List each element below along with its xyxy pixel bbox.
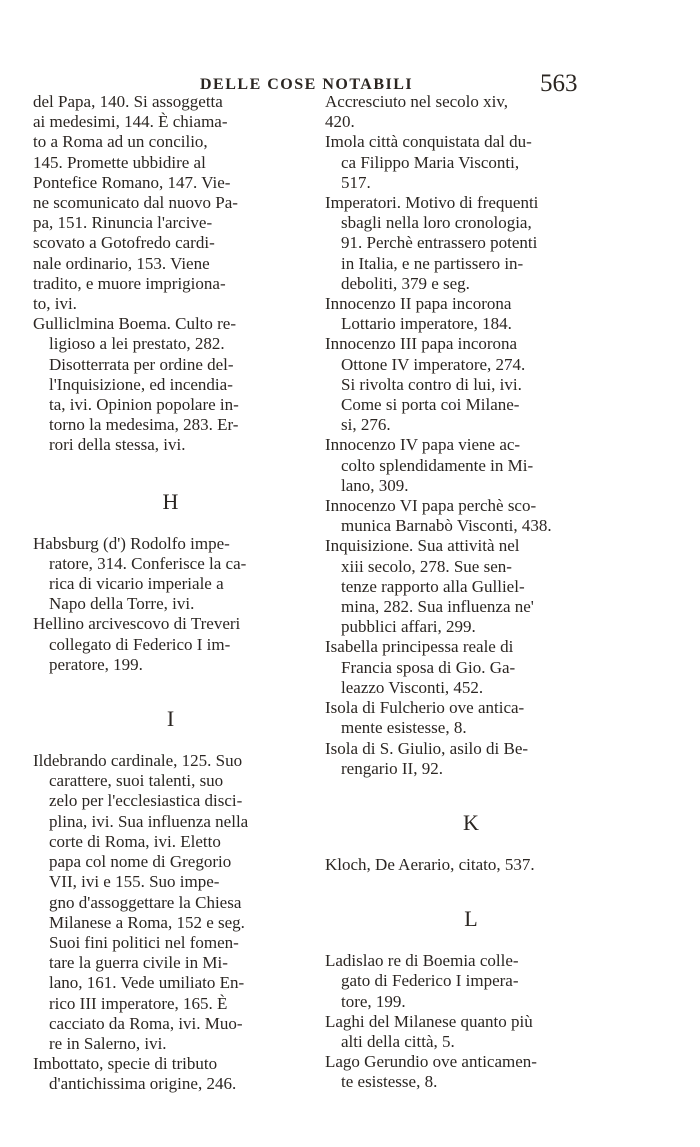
entry-line: Accresciuto nel secolo xiv, bbox=[325, 92, 508, 111]
index-entry bbox=[325, 132, 617, 193]
entry-line: Isola di Fulcherio ove antica- bbox=[325, 698, 525, 718]
index-entry bbox=[325, 334, 617, 435]
entry-line: Ladislao re di Boemia colle- bbox=[325, 951, 519, 971]
entry-line: Ildebrando cardinale, 125. Suo bbox=[33, 751, 243, 771]
entry-line: torno la medesima, 283. Er- bbox=[49, 415, 239, 435]
entry-line: Lago Gerundio ove anticamen- bbox=[325, 1052, 537, 1072]
entry-line: ai medesimi, 144. È chiama- bbox=[33, 112, 228, 132]
index-entry bbox=[325, 193, 617, 294]
entry-line: collegato di Federico I im- bbox=[49, 634, 231, 654]
entry-line: lano, 309. bbox=[341, 475, 409, 495]
entry-line: Suoi fini politici nel fomen- bbox=[49, 932, 239, 952]
index-entry bbox=[33, 314, 308, 455]
entry-line: ca Filippo Maria Visconti, bbox=[341, 152, 520, 172]
entry-line: pa, 151. Rinuncia l'arcive- bbox=[33, 213, 213, 233]
left-column bbox=[33, 92, 308, 1095]
entry-line: tore, 199. bbox=[341, 991, 406, 1011]
entry-line: xiii secolo, 278. Sue sen- bbox=[341, 556, 512, 576]
entry-line: ta, ivi. Opinion popolare in- bbox=[49, 395, 239, 415]
entry-line: scovato a Gotofredo cardi- bbox=[33, 233, 215, 253]
entry-line: nale ordinario, 153. Viene bbox=[33, 253, 210, 273]
entry-line: 91. Perchè entrassero potenti bbox=[341, 233, 538, 253]
entry-line: in Italia, e ne partissero in- bbox=[341, 253, 524, 273]
entry-line: carattere, suoi talenti, suo bbox=[49, 771, 224, 791]
entry-line: to a Roma ad un concilio, bbox=[33, 132, 208, 152]
entry-line: Innocenzo IV papa viene ac- bbox=[325, 435, 521, 455]
entry-line: Francia sposa di Gio. Ga- bbox=[341, 657, 516, 677]
entry-line: Gulliclmina Boema. Culto re- bbox=[33, 314, 237, 334]
entry-line: Napo della Torre, ivi. bbox=[49, 594, 195, 614]
index-entry bbox=[33, 614, 308, 675]
entry-line: VII, ivi e 155. Suo impe- bbox=[49, 872, 220, 892]
entry-line: mina, 282. Sua influenza ne' bbox=[341, 597, 534, 617]
entry-line: Innocenzo III papa incorona bbox=[325, 334, 518, 354]
entry-line: colto splendidamente in Mi- bbox=[341, 455, 534, 475]
section-letter: I bbox=[166, 706, 175, 732]
entry-line: pubblici affari, 299. bbox=[341, 617, 476, 637]
entry-line: tenze rapporto alla Gulliel- bbox=[341, 576, 525, 596]
entry-line: Come si porta coi Milane- bbox=[341, 395, 520, 415]
entry-line: rengario II, 92. bbox=[341, 758, 443, 778]
index-entry bbox=[33, 1054, 308, 1094]
entry-line: Inquisizione. Sua attività nel bbox=[325, 536, 520, 556]
index-entry bbox=[325, 1012, 617, 1052]
entry-line: del Papa, 140. Si assoggetta bbox=[33, 92, 223, 111]
entry-line: ne scomunicato dal nuovo Pa- bbox=[33, 193, 238, 213]
entry-line: zelo per l'ecclesiastica disci- bbox=[49, 791, 243, 811]
index-entry bbox=[325, 855, 617, 875]
index-entry bbox=[325, 698, 617, 738]
entry-line: te esistesse, 8. bbox=[341, 1072, 438, 1092]
entry-line: Pontefice Romano, 147. Vie- bbox=[33, 172, 231, 192]
entry-line: gato di Federico I impera- bbox=[341, 971, 519, 991]
entry-line: tradito, e muore imprigiona- bbox=[33, 273, 226, 293]
entry-line: leazzo Visconti, 452. bbox=[341, 677, 484, 697]
index-entry-continuation bbox=[33, 92, 308, 314]
index-entry bbox=[325, 951, 617, 1012]
entry-line: Kloch, De Aerario, citato, 537. bbox=[325, 854, 535, 874]
entry-line: Habsburg (d') Rodolfo impe- bbox=[33, 533, 230, 553]
entry-line: Imperatori. Motivo di frequenti bbox=[325, 193, 539, 213]
entry-line: mente esistesse, 8. bbox=[341, 718, 467, 738]
entry-line: cacciato da Roma, ivi. Muo- bbox=[49, 1013, 243, 1033]
entry-line: 145. Promette ubbidire al bbox=[33, 152, 206, 172]
index-entry bbox=[325, 739, 617, 779]
right-column bbox=[325, 92, 617, 1093]
entry-line: Imbottato, specie di tributo bbox=[33, 1054, 218, 1074]
entry-line: sbagli nella loro cronologia, bbox=[341, 213, 532, 233]
section-letter: K bbox=[463, 809, 479, 835]
index-entry bbox=[325, 536, 617, 637]
entry-line: Milanese a Roma, 152 e seg. bbox=[49, 912, 245, 932]
section-letter: H bbox=[162, 488, 179, 514]
index-entry bbox=[33, 751, 308, 1054]
entry-line: Hellino arcivescovo di Treveri bbox=[33, 614, 241, 634]
entry-line: to, ivi. bbox=[33, 294, 77, 314]
entry-line: alti della città, 5. bbox=[341, 1031, 455, 1051]
entry-line: Ottone IV imperatore, 274. bbox=[341, 354, 526, 374]
section-letter: L bbox=[464, 906, 478, 932]
entry-line: rico III imperatore, 165. È bbox=[49, 993, 228, 1013]
entry-line: ratore, 314. Conferisce la ca- bbox=[49, 553, 247, 573]
entry-line: Isola di S. Giulio, asilo di Be- bbox=[325, 738, 529, 758]
index-entry bbox=[325, 637, 617, 698]
entry-line: lano, 161. Vede umiliato En- bbox=[49, 973, 245, 993]
page-number: 563 bbox=[540, 70, 578, 97]
entry-line: Si rivolta contro di lui, ivi. bbox=[341, 374, 522, 394]
index-entry bbox=[33, 534, 308, 615]
entry-line: Innocenzo II papa incorona bbox=[325, 294, 512, 314]
entry-line: deboliti, 379 e seg. bbox=[341, 273, 470, 293]
entry-line: peratore, 199. bbox=[49, 654, 143, 674]
entry-line: si, 276. bbox=[341, 415, 391, 435]
entry-line: munica Barnabò Visconti, 438. bbox=[341, 516, 552, 536]
entry-line: tare la guerra civile in Mi- bbox=[49, 953, 228, 973]
entry-line: rori della stessa, ivi. bbox=[49, 435, 186, 455]
running-title: DELLE COSE NOTABILI bbox=[200, 76, 414, 93]
index-entry bbox=[325, 435, 617, 496]
entry-line: Isabella principessa reale di bbox=[325, 637, 514, 657]
index-entry bbox=[325, 496, 617, 536]
entry-line: Disotterrata per ordine del- bbox=[49, 354, 234, 374]
entry-line: Laghi del Milanese quanto più bbox=[325, 1011, 533, 1031]
entry-line: rica di vicario imperiale a bbox=[49, 574, 224, 594]
entry-line: corte di Roma, ivi. Eletto bbox=[49, 831, 221, 851]
entry-line: l'Inquisizione, ed incendia- bbox=[49, 374, 233, 394]
index-entry bbox=[325, 294, 617, 334]
entry-line: plina, ivi. Sua influenza nella bbox=[49, 811, 249, 831]
entry-line: ligioso a lei prestato, 282. bbox=[49, 334, 225, 354]
entry-line: d'antichissima origine, 246. bbox=[49, 1074, 237, 1094]
entry-line: papa col nome di Gregorio bbox=[49, 852, 232, 872]
entry-line: 517. bbox=[341, 172, 371, 192]
entry-line: gno d'assoggettare la Chiesa bbox=[49, 892, 242, 912]
entry-line: 420. bbox=[325, 112, 355, 132]
entry-line: Lottario imperatore, 184. bbox=[341, 314, 512, 334]
entry-line: Innocenzo VI papa perchè sco- bbox=[325, 496, 537, 516]
entry-line: re in Salerno, ivi. bbox=[49, 1033, 167, 1053]
index-entry-continuation bbox=[325, 92, 617, 132]
index-entry bbox=[325, 1052, 617, 1092]
entry-line: Imola città conquistata dal du- bbox=[325, 132, 532, 152]
